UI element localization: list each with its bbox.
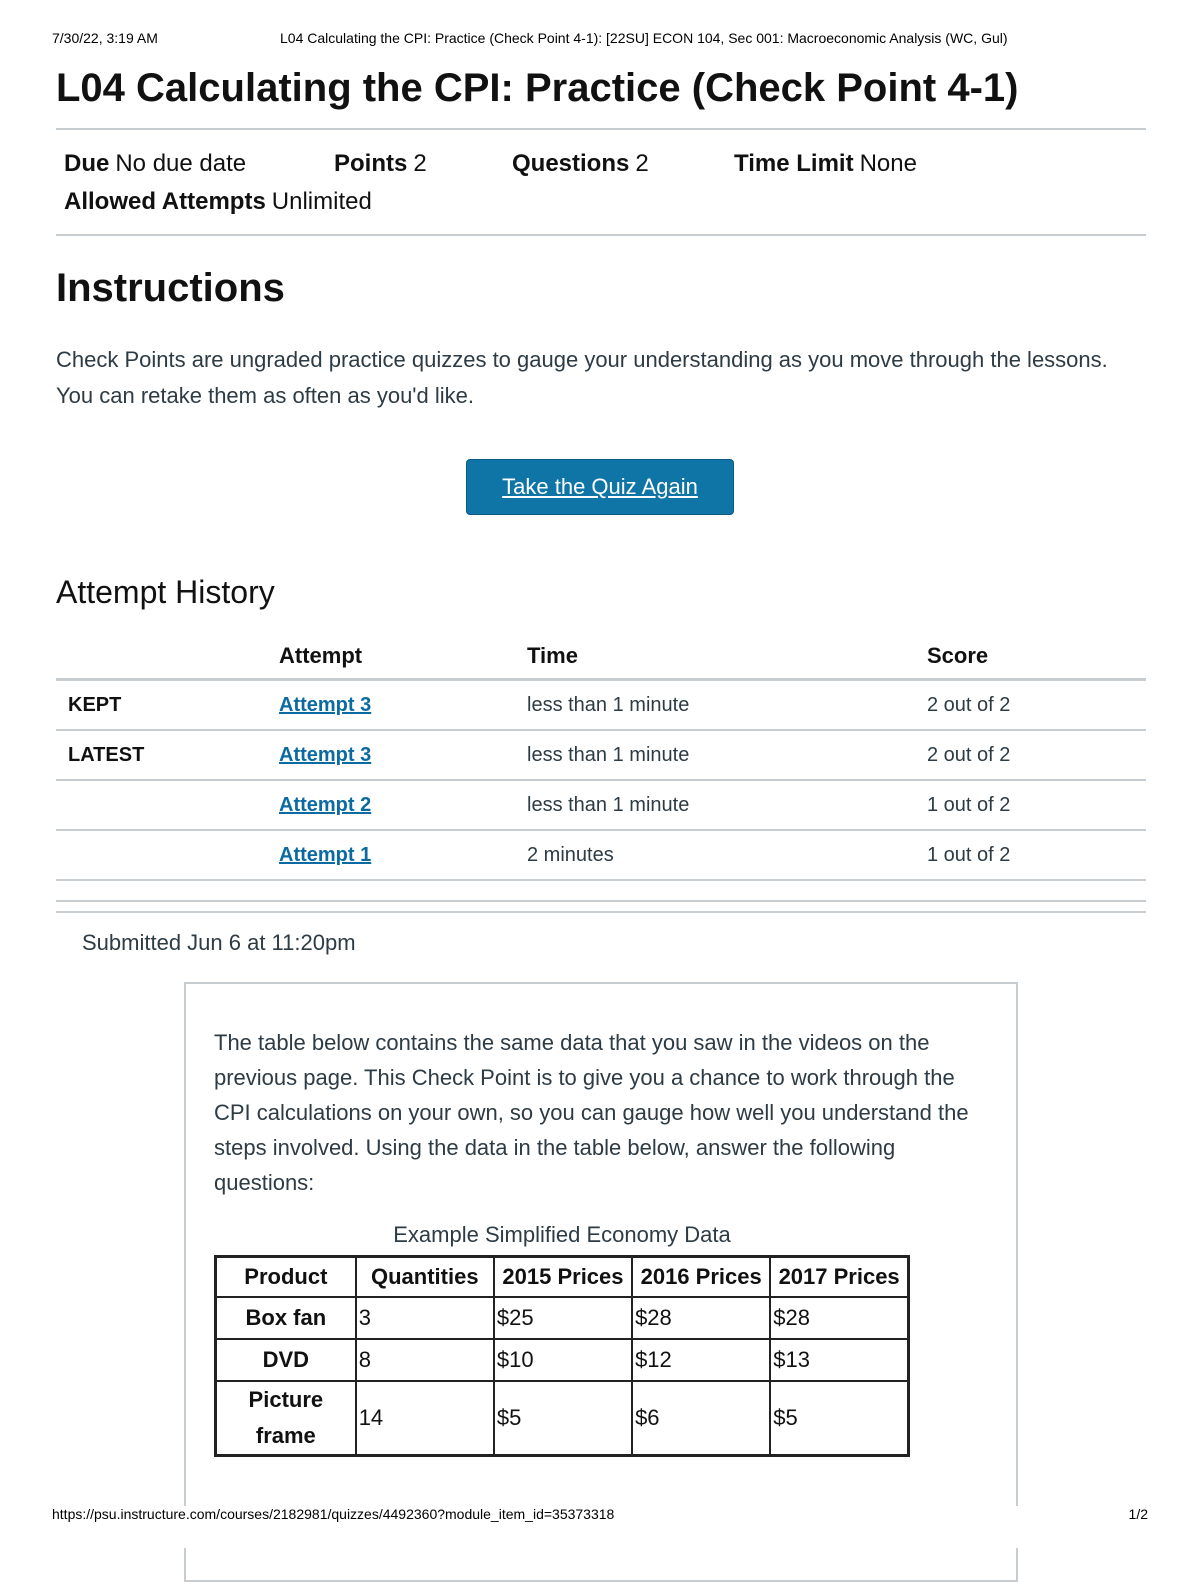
product-name: Box fan: [216, 1297, 356, 1339]
column-header-quantities: Quantities: [356, 1257, 494, 1298]
price-2015-cell: $5: [494, 1381, 632, 1456]
attempt-score: 1 out of 2: [926, 830, 1146, 880]
column-header-2015-prices: 2015 Prices: [494, 1257, 632, 1298]
economy-data-table: [214, 1255, 910, 1457]
attempt-status-label: [56, 780, 278, 830]
table-header-row: [216, 1257, 909, 1298]
submitted-timestamp: Submitted Jun 6 at 11:20pm: [82, 930, 356, 955]
page-number: 1/2: [1128, 1506, 1148, 1522]
product-name: DVD: [216, 1339, 356, 1381]
points-label: Points: [334, 150, 408, 177]
price-2015-cell: $10: [494, 1339, 632, 1381]
price-2016-cell: $12: [632, 1339, 770, 1381]
quiz-due: [64, 150, 246, 178]
attempt-status-label: LATEST: [56, 730, 278, 780]
allowed-attempts-value: Unlimited: [271, 188, 372, 215]
table-row: [216, 1381, 909, 1456]
column-header-2017-prices: 2017 Prices: [770, 1257, 908, 1298]
attempt-status-label: KEPT: [56, 680, 278, 731]
attempt-history-table: [56, 634, 1146, 913]
attempt-score: 2 out of 2: [926, 680, 1146, 731]
table-row: [56, 680, 1146, 731]
table-row: [56, 830, 1146, 880]
instructions-heading: Instructions: [56, 266, 285, 310]
column-header-attempt: Attempt: [278, 634, 526, 680]
table-row: [216, 1339, 909, 1381]
attempt-link[interactable]: Attempt 2: [279, 793, 372, 816]
column-header-2016-prices: 2016 Prices: [632, 1257, 770, 1298]
attempt-status-label: [56, 830, 278, 880]
attempt-link[interactable]: Attempt 3: [279, 743, 372, 766]
price-2017-cell: $5: [770, 1381, 908, 1456]
quiz-time-limit: [734, 150, 917, 178]
print-header: [52, 30, 1148, 50]
quiz-points: [334, 150, 427, 178]
table-row: [216, 1297, 909, 1339]
column-header: [56, 634, 278, 680]
quiz-allowed-attempts: [64, 188, 372, 216]
quantity-cell: 8: [356, 1339, 494, 1381]
time-limit-value: None: [859, 150, 917, 177]
print-date: 7/30/22, 3:19 AM: [52, 30, 158, 46]
table-row: [56, 730, 1146, 780]
attempt-time: less than 1 minute: [526, 730, 926, 780]
instructions-text: Check Points are ungraded practice quizzes to gauge your understanding as you move through the lessons. You can retake them as often as you'd like.: [56, 347, 1108, 408]
column-header-time: Time: [526, 634, 926, 680]
attempt-time: less than 1 minute: [526, 680, 926, 731]
questions-value: 2: [635, 150, 649, 177]
quantity-cell: 3: [356, 1297, 494, 1339]
attempt-score: 1 out of 2: [926, 780, 1146, 830]
attempt-link[interactable]: Attempt 1: [279, 843, 372, 866]
points-value: 2: [413, 150, 427, 177]
question-text: The table below contains the same data that you saw in the videos on the previous page. This Check Point is to give you a chance to work through the CPI calculations on your own, so you can gauge how well you understand the steps involved. Using the data in the table below, answer the following questions:: [214, 1030, 969, 1195]
print-url: https://psu.instructure.com/courses/2182981/quizzes/4492360?module_item_id=35373318: [52, 1506, 615, 1522]
take-quiz-again-button[interactable]: Take the Quiz Again: [466, 459, 734, 515]
price-2015-cell: $25: [494, 1297, 632, 1339]
table-spacer-row: [56, 880, 1146, 912]
questions-label: Questions: [512, 150, 630, 177]
product-name: Picture frame: [216, 1381, 356, 1456]
price-2017-cell: $28: [770, 1297, 908, 1339]
attempt-link[interactable]: Attempt 3: [279, 693, 372, 716]
price-2017-cell: $13: [770, 1339, 908, 1381]
attempt-time: 2 minutes: [526, 830, 926, 880]
print-footer: [52, 1506, 1148, 1548]
attempt-score: 2 out of 2: [926, 730, 1146, 780]
attempt-time: less than 1 minute: [526, 780, 926, 830]
print-document-title: L04 Calculating the CPI: Practice (Check Point 4-1): [22SU] ECON 104, Sec 001: Macroeconomic Analysis (WC, Gul): [280, 30, 1008, 46]
allowed-attempts-label: Allowed Attempts: [64, 188, 266, 215]
quiz-questions: [512, 150, 649, 178]
divider: [56, 128, 1146, 130]
time-limit-label: Time Limit: [734, 150, 854, 177]
divider: [56, 234, 1146, 236]
divider: [56, 900, 1146, 902]
column-header-product: Product: [216, 1257, 356, 1298]
page-title: L04 Calculating the CPI: Practice (Check Point 4-1): [56, 66, 1019, 110]
due-label: Due: [64, 150, 110, 177]
quantity-cell: 14: [356, 1381, 494, 1456]
price-2016-cell: $6: [632, 1381, 770, 1456]
price-2016-cell: $28: [632, 1297, 770, 1339]
attempt-history-heading: Attempt History: [56, 574, 275, 610]
due-value: No due date: [115, 150, 247, 177]
column-header-score: Score: [926, 634, 1146, 680]
table-row: [56, 780, 1146, 830]
table-spacer: [56, 880, 1146, 912]
table-caption: Example Simplified Economy Data: [393, 1222, 731, 1247]
table-header-row: [56, 634, 1146, 680]
